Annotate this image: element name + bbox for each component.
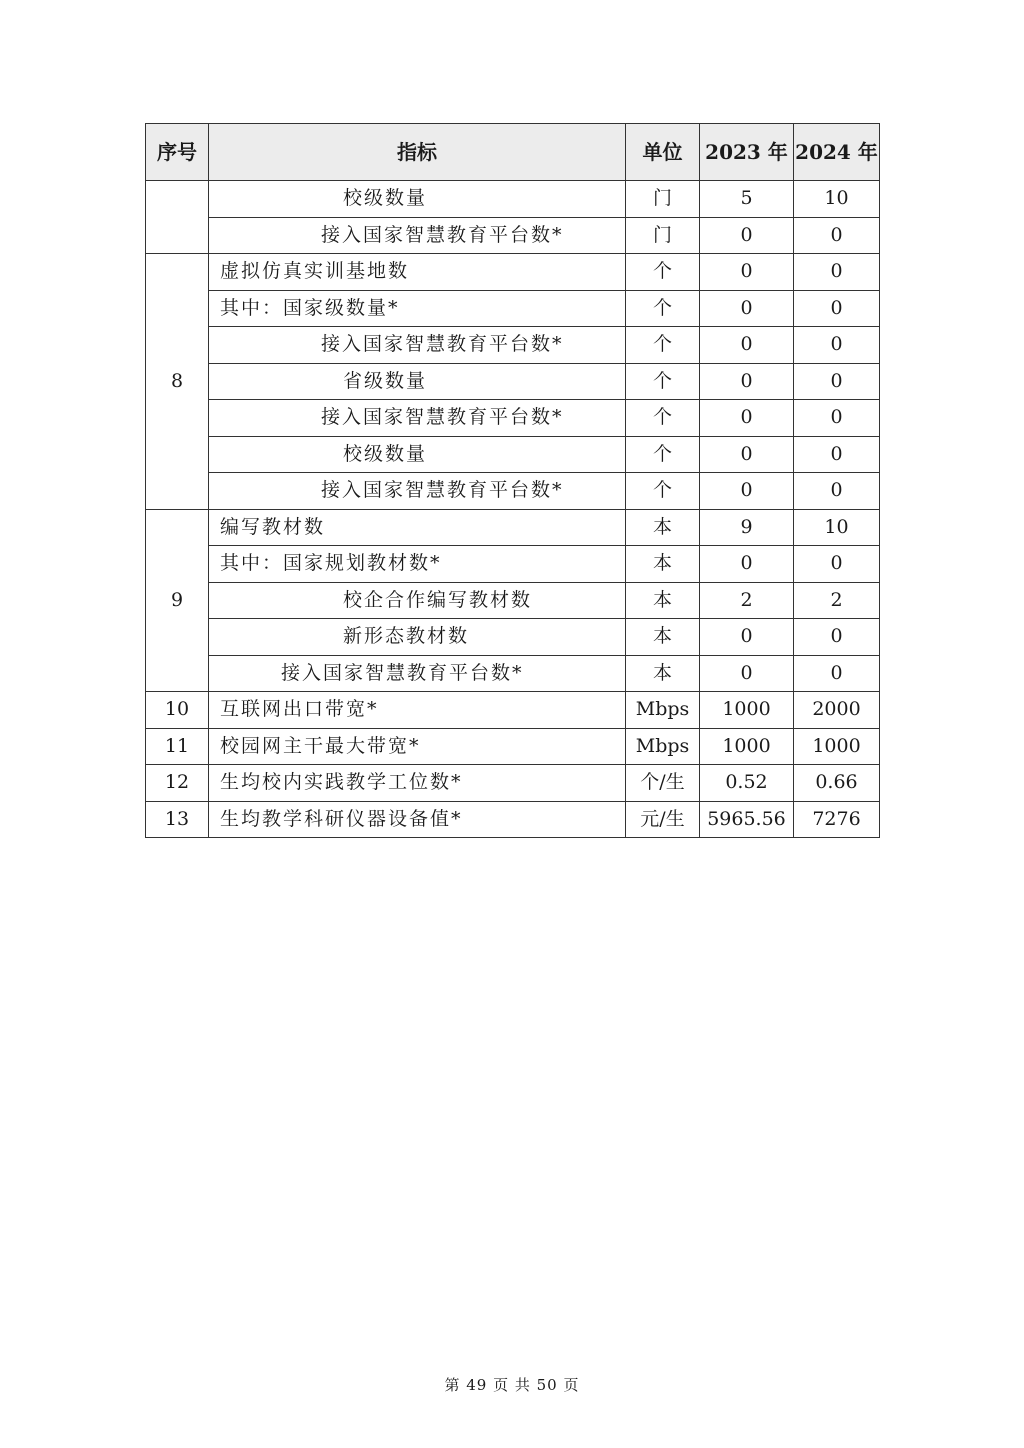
table-row xyxy=(146,327,880,364)
indicator-table xyxy=(145,123,880,838)
row-value-2023: 0 xyxy=(700,655,794,692)
row-value-2023: 0 xyxy=(700,546,794,583)
row-unit: 个/生 xyxy=(626,765,700,802)
row-value-2023: 0 xyxy=(700,436,794,473)
row-no: 12 xyxy=(146,765,209,802)
table-row xyxy=(146,363,880,400)
row-value-2023: 0 xyxy=(700,400,794,437)
row-unit: 个 xyxy=(626,290,700,327)
table-row xyxy=(146,765,880,802)
row-indicator: 接入国家智慧教育平台数* xyxy=(209,400,626,437)
row-value-2023: 0.52 xyxy=(700,765,794,802)
table-row xyxy=(146,290,880,327)
row-value-2024: 2000 xyxy=(794,692,880,729)
row-value-2024: 0 xyxy=(794,655,880,692)
table-row xyxy=(146,619,880,656)
table-row xyxy=(146,655,880,692)
row-value-2023: 0 xyxy=(700,217,794,254)
row-value-2023: 2 xyxy=(700,582,794,619)
row-unit: Mbps xyxy=(626,692,700,729)
table-row xyxy=(146,436,880,473)
header-unit: 单位 xyxy=(626,124,700,181)
row-unit: 个 xyxy=(626,363,700,400)
row-indicator: 接入国家智慧教育平台数* xyxy=(209,327,626,364)
row-unit: 本 xyxy=(626,582,700,619)
row-unit: 本 xyxy=(626,619,700,656)
row-value-2023: 0 xyxy=(700,254,794,291)
row-indicator: 校企合作编写教材数 xyxy=(209,582,626,619)
row-indicator: 接入国家智慧教育平台数* xyxy=(209,655,626,692)
table-row xyxy=(146,801,880,838)
row-unit: 个 xyxy=(626,254,700,291)
row-value-2023: 0 xyxy=(700,327,794,364)
header-indicator: 指标 xyxy=(209,124,626,181)
row-value-2024: 0.66 xyxy=(794,765,880,802)
row-indicator: 生均校内实践教学工位数* xyxy=(209,765,626,802)
row-no: 11 xyxy=(146,728,209,765)
row-unit: 个 xyxy=(626,327,700,364)
row-no xyxy=(146,181,209,254)
row-value-2024: 0 xyxy=(794,290,880,327)
row-value-2024: 2 xyxy=(794,582,880,619)
row-indicator: 虚拟仿真实训基地数 xyxy=(209,254,626,291)
row-indicator: 其中：国家规划教材数* xyxy=(209,546,626,583)
table-row xyxy=(146,473,880,510)
row-indicator: 校级数量 xyxy=(209,181,626,218)
row-unit: 门 xyxy=(626,217,700,254)
table-row xyxy=(146,217,880,254)
row-value-2023: 5965.56 xyxy=(700,801,794,838)
row-indicator: 接入国家智慧教育平台数* xyxy=(209,217,626,254)
row-unit: 本 xyxy=(626,546,700,583)
row-unit: 本 xyxy=(626,655,700,692)
table-row xyxy=(146,582,880,619)
row-indicator: 其中：国家级数量* xyxy=(209,290,626,327)
row-indicator: 校级数量 xyxy=(209,436,626,473)
header-2024: 2024 年 xyxy=(794,124,880,181)
row-value-2024: 0 xyxy=(794,254,880,291)
row-value-2024: 0 xyxy=(794,327,880,364)
row-value-2024: 0 xyxy=(794,363,880,400)
row-indicator: 接入国家智慧教育平台数* xyxy=(209,473,626,510)
table-header-row xyxy=(146,124,880,181)
row-value-2024: 10 xyxy=(794,181,880,218)
row-unit: 门 xyxy=(626,181,700,218)
table-row xyxy=(146,546,880,583)
row-value-2023: 1000 xyxy=(700,728,794,765)
row-value-2024: 0 xyxy=(794,473,880,510)
row-indicator: 省级数量 xyxy=(209,363,626,400)
row-no: 10 xyxy=(146,692,209,729)
row-unit: 本 xyxy=(626,509,700,546)
row-value-2024: 10 xyxy=(794,509,880,546)
row-unit: 个 xyxy=(626,436,700,473)
row-value-2023: 0 xyxy=(700,363,794,400)
row-value-2024: 0 xyxy=(794,436,880,473)
row-value-2023: 0 xyxy=(700,473,794,510)
row-no: 9 xyxy=(146,509,209,692)
row-value-2024: 7276 xyxy=(794,801,880,838)
row-indicator: 校园网主干最大带宽* xyxy=(209,728,626,765)
row-indicator: 新形态教材数 xyxy=(209,619,626,656)
row-value-2023: 0 xyxy=(700,619,794,656)
table-row xyxy=(146,181,880,218)
row-no: 8 xyxy=(146,254,209,510)
table-row xyxy=(146,400,880,437)
table-row xyxy=(146,254,880,291)
row-value-2023: 1000 xyxy=(700,692,794,729)
row-indicator: 互联网出口带宽* xyxy=(209,692,626,729)
page-footer: 第 49 页 共 50 页 xyxy=(444,1376,580,1394)
row-value-2023: 9 xyxy=(700,509,794,546)
row-indicator: 编写教材数 xyxy=(209,509,626,546)
row-value-2024: 0 xyxy=(794,400,880,437)
row-value-2024: 0 xyxy=(794,546,880,583)
table-row xyxy=(146,728,880,765)
row-value-2024: 1000 xyxy=(794,728,880,765)
row-value-2024: 0 xyxy=(794,217,880,254)
table-row xyxy=(146,692,880,729)
table-row xyxy=(146,509,880,546)
row-value-2023: 5 xyxy=(700,181,794,218)
row-unit: 个 xyxy=(626,400,700,437)
row-unit: 个 xyxy=(626,473,700,510)
row-value-2024: 0 xyxy=(794,619,880,656)
row-unit: 元/生 xyxy=(626,801,700,838)
header-2023: 2023 年 xyxy=(700,124,794,181)
row-value-2023: 0 xyxy=(700,290,794,327)
row-unit: Mbps xyxy=(626,728,700,765)
row-indicator: 生均教学科研仪器设备值* xyxy=(209,801,626,838)
row-no: 13 xyxy=(146,801,209,838)
header-no: 序号 xyxy=(146,124,209,181)
